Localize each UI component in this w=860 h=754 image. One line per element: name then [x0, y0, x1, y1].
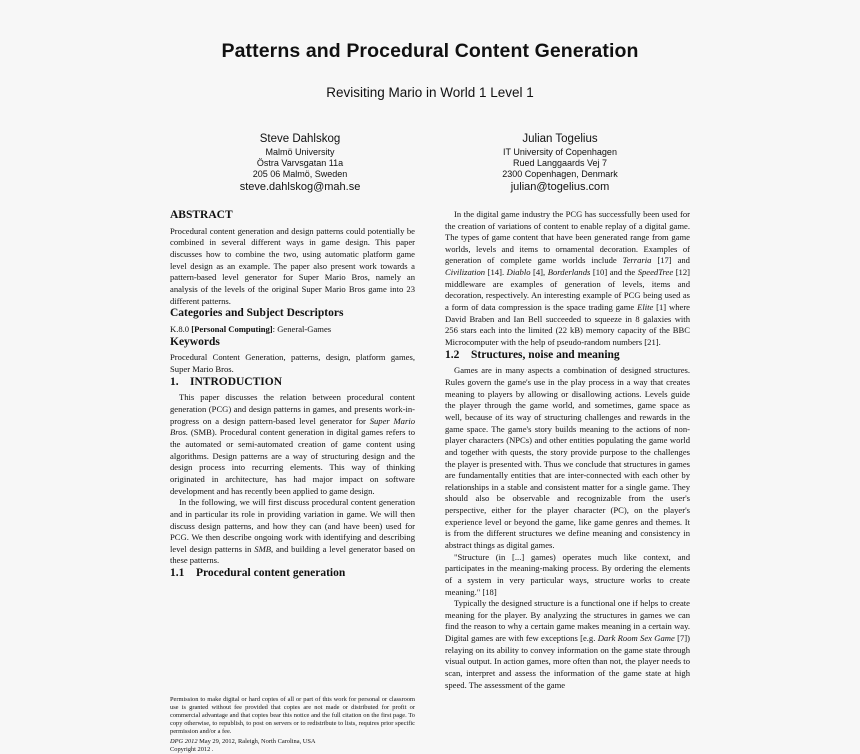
abstract-heading: ABSTRACT: [170, 208, 233, 221]
pcg-italic-borderlands: Borderlands: [547, 267, 591, 278]
pcg-paragraph: [445, 209, 690, 349]
category-tail: : General-Games: [272, 323, 332, 334]
category-bracket: [Personal Computing]: [191, 323, 273, 334]
author-entry: [430, 132, 690, 194]
typically-a: Typically the designed structure is a functional one if helps to create meaning for the player. By analyzing the structures in games we can find the reason to why a certain game makes meaning in a certain way. Digital games are with few exceptions [e.g.: [445, 598, 690, 644]
conference-details: May 29, 2012, Raleigh, North Carolina, USA: [197, 737, 316, 745]
author-address-line1: Östra Varvsgatan 11a: [256, 157, 344, 168]
abstract-text: Procedural content generation and design patterns could potentially be combined in several different ways in game design. This paper discusses how to combine the two, using automatic platform game level design as an example. The paper also present work towards a pattern-based level generator for Super Mario Bros, namely an analysis of the levels of the original Super Mario Bros game into 23 different patterns.: [170, 225, 415, 306]
pcg-e: [10] and the: [590, 267, 638, 278]
title-block: [170, 40, 690, 102]
keywords-text: Procedural Content Generation, patterns, design, platform games, Super Mario Bros.: [170, 352, 415, 375]
category-code: K.8.0: [170, 323, 190, 334]
typically-italic-drsg: Dark Room Sex Game: [597, 633, 675, 644]
author-affiliation: Malmö University: [265, 146, 335, 157]
page-subtitle: Revisiting Mario in World 1 Level 1: [326, 85, 534, 101]
intro-p2-b: , and building a level generator based on these patterns.: [170, 543, 415, 566]
pcg-italic-terraria: Terraria: [622, 255, 652, 266]
introduction-heading: [170, 376, 415, 390]
subsection-1-2-heading: [445, 349, 690, 363]
typically-b: [7]) relaying on its ability to convey information on the game state through visual output. In action games, more often than not, the player needs to scan, interpret and assess the information of the game state at high speed. The assessment of the game: [445, 633, 690, 690]
pcg-b: [17] and: [651, 255, 690, 266]
author-name: Julian Togelius: [522, 132, 598, 145]
intro-p1-italic: Super Mario Bros.: [170, 415, 416, 438]
author-block: [170, 132, 690, 194]
copyright-permission: Permission to make digital or hard copies of all or part of this work for personal or classroom use is granted without fee provided that copies are not made or distributed for profit or commercial advantage and that copies bear this notice and the full citation on the first page. To copy otherwise, to republish, to post on servers or to redistribute to lists, requires prior specific permission and/or a fee.: [170, 695, 415, 736]
intro-p1-b: (SMB). Procedural content generation in digital games refers to the automated or semi-automated creation of game content using algorithms. Design patterns are a way of structuring design and the design process into recurring elements. This way of thinking originated in architecture, has had major impact on software development and has recently been applied to game design.: [170, 427, 415, 496]
conference-name: DPG 2012: [170, 737, 198, 745]
section-number: 1.: [170, 375, 179, 388]
author-address-line2: 205 06 Malmö, Sweden: [252, 168, 348, 179]
pcg-a: In the digital game industry the PCG has successfully been used for the creation of variations of content to enable replay of a digital game. The types of game content that have been generated range from game worlds, levels and items to ornamental decoration. Examples of generation of complete game worlds include: [445, 208, 690, 266]
author-address-line2: 2300 Copenhagen, Denmark: [502, 168, 618, 179]
author-affiliation: IT University of Copenhagen: [503, 146, 617, 157]
section-title: INTRODUCTION: [190, 375, 283, 388]
pcg-f: [12] middleware are examples of generation of levels, items and decoration, respectively. An interesting example of PCG being used as a form of data compression is the space trading game: [445, 267, 691, 313]
pcg-d: [4],: [530, 267, 548, 278]
subsection-number: 1.1: [170, 567, 185, 580]
quote-paragraph: "Structure (in [...] games) operates much like context, and participates in the meaning-making process. By ordering the elements of a system in very particular ways, structure works to create meaning." [18]: [445, 551, 690, 597]
page-title: Patterns and Procedural Content Generation: [221, 40, 639, 62]
author-entry: [170, 132, 430, 194]
pcg-italic-elite: Elite: [637, 302, 654, 313]
author-name: Steve Dahlskog: [259, 132, 341, 145]
subsection-1-1-heading: [170, 567, 415, 581]
pcg-g: [1] where David Braben and Ian Bell succeeded to squeeze in 8 galaxies with 256 stars each into the limited (22 kB) memory capacity of the BBC Microcomputer with the help of pseudo-random numbers [21].: [445, 302, 691, 347]
copyright-conference: [170, 738, 415, 746]
categories-line: [170, 324, 415, 336]
keywords-heading: Keywords: [170, 335, 220, 348]
pcg-italic-civilization: Civilization: [445, 267, 486, 278]
intro-p2-italic: SMB: [254, 543, 271, 554]
categories-heading: Categories and Subject Descriptors: [170, 307, 344, 320]
pcg-italic-speedtree: SpeedTree: [637, 267, 674, 278]
copyright-line: Copyright 2012 .: [170, 745, 214, 753]
right-column: [445, 209, 690, 754]
intro-p2-a: In the following, we will first discuss procedural content generation and in particular its role in providing variation in game. We will then discuss design patterns, and how they can (and have been) used for PCG. We then describe ongoing work with identifying and describing level design patterns in: [170, 497, 415, 554]
intro-p1-a: This paper discusses the relation between procedural content generation (PCG) and design patterns in games, and presents work-in-progress on a design pattern-based level generator for: [170, 392, 415, 426]
author-address-line1: Rued Langgaards Vej 7: [512, 157, 608, 168]
typically-paragraph: [445, 598, 690, 691]
copyright-block: [170, 696, 415, 754]
subsection-number: 1.2: [445, 348, 460, 361]
subsection-title: Structures, noise and meaning: [471, 348, 620, 361]
intro-paragraph-1: [170, 392, 415, 497]
author-email[interactable]: steve.dahlskog@mah.se: [239, 180, 361, 193]
left-column: [170, 209, 415, 754]
author-email[interactable]: julian@togelius.com: [510, 180, 610, 193]
pcg-italic-diablo: Diablo: [506, 267, 531, 278]
structures-paragraph: Games are in many aspects a combination of designed structures. Rules govern the game's use in the play process in a way that creates meaning to players by allowing or disallowing actions. Levels guide the player through the game world, and sometimes, game space as well, because of its way of structuring challenges and rewards in the game space. The game's story builds meaning to the actions of non-player characters (NPCs) and other entities populating the game world and together with quests, the story provide purpose to the challenges the player is presented with. Thus we conclude that structures in games are fundamentally entities that are inter-connected with each other by relationships in a stable and consistent matter for a single game. They should also be observable and recognizable from the user's perspective, either for the player character (PC), on the player's experience level or beyond the game, like game genres and themes. It is from the different structures we define meaning and consistency in abstract things as digital games.: [445, 365, 690, 550]
intro-paragraph-2: [170, 497, 415, 567]
body-columns: [170, 209, 690, 754]
pcg-c: [14].: [485, 267, 507, 278]
subsection-title: Procedural content generation: [196, 567, 346, 580]
